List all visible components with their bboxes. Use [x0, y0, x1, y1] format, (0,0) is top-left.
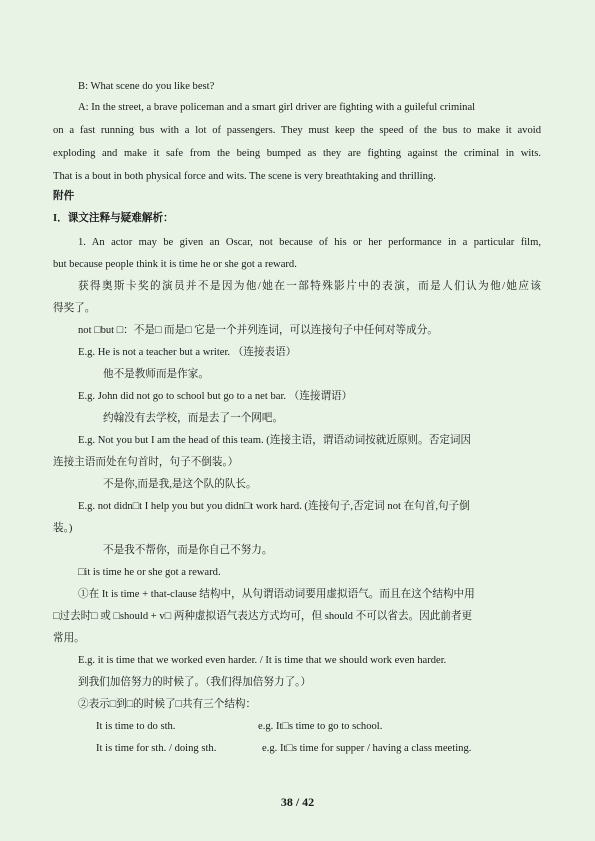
example-en: E.g. John did not go to school but go to a net bar. （连接谓语） — [78, 391, 353, 402]
structure-pattern: It is time to do sth. — [96, 721, 176, 732]
structure-example: e.g. It□s time for supper / having a class meeting. — [262, 743, 472, 754]
example-en: E.g. Not you but I am the head of this team. (连接主语，谓语动词按就近原则。否定词因 — [78, 435, 472, 446]
note1-translation: 获得奥斯卡奖的演员并不是因为他/她在一部特殊影片中的表演，而是人们认为他/她应该 — [78, 281, 541, 292]
page-number: 38 / 42 — [280, 795, 315, 809]
note2-title: □it is time he or she got a reward. — [78, 567, 221, 578]
structure-pattern: It is time for sth. / doing sth. — [96, 743, 217, 754]
example-zh: 不是我不帮你，而是你自己不努力。 — [103, 545, 273, 556]
note2-example-en: E.g. it is time that we worked even harder. / It is time that we should work even harder. — [78, 655, 447, 666]
example-zh: 不是你,而是我,是这个队的队长。 — [103, 479, 257, 490]
note1-line: but because people think it is time he or she got a reward. — [53, 259, 297, 270]
note2-point2: ②表示□到□的时候了□共有三个结构： — [78, 699, 257, 710]
note2-point1-line: ①在 It is time + that-clause 结构中，从句谓语动词要用虚拟语气。而且在这个结构中用 — [78, 589, 475, 600]
note1-structure: not □but □：不是□ 而是□ 它是一个并列连词，可以连接句子中任何对等成分。 — [78, 325, 438, 336]
example-en: E.g. not didn□t I help you but you didn□t work hard. (连接句子,否定词 not 在句首,句子倒 — [78, 501, 470, 512]
dialogue-answer-line: That is a bout in both physical force and wits. The scene is very breathtaking and thrilling. — [53, 171, 436, 182]
dialogue-answer-line: exploding and make it safe from the being bumped as they are fighting against the criminal in wits. — [53, 148, 541, 159]
dialogue-question: B: What scene do you like best? — [78, 81, 215, 92]
dialogue-answer-line: A: In the street, a brave policeman and a smart girl driver are fighting with a guileful criminal — [78, 102, 476, 113]
structure-example: e.g. It□s time to go to school. — [258, 721, 383, 732]
example-en-continued: 连接主语而处在句首时，句子不倒装。） — [53, 457, 239, 468]
dialogue-answer-line: on a fast running bus with a lot of passengers. They must keep the speed of the bus to make it avoid — [53, 125, 541, 136]
note2-point1-line: 常用。 — [53, 633, 85, 644]
example-en-continued: 装。) — [53, 523, 73, 534]
example-zh: 约翰没有去学校，而是去了一个网吧。 — [103, 413, 284, 424]
example-zh: 他不是教师而是作家。 — [103, 369, 209, 380]
note2-example-zh: 到我们加倍努力的时候了。（我们得加倍努力了。） — [78, 677, 312, 688]
note1-translation: 得奖了。 — [53, 303, 96, 314]
appendix-heading: 附件 — [53, 191, 75, 202]
example-en: E.g. He is not a teacher but a writer. （连接表语） — [78, 347, 297, 358]
section-heading: I．课文注释与疑难解析： — [53, 213, 174, 224]
note2-point1-line: □过去时□ 或 □should + v□ 两种虚拟语气表达方式均可，但 should 不可以省去。因此前者更 — [53, 611, 473, 622]
note1-line: 1. An actor may be given an Oscar, not because of his or her performance in a particular film, — [78, 237, 541, 248]
